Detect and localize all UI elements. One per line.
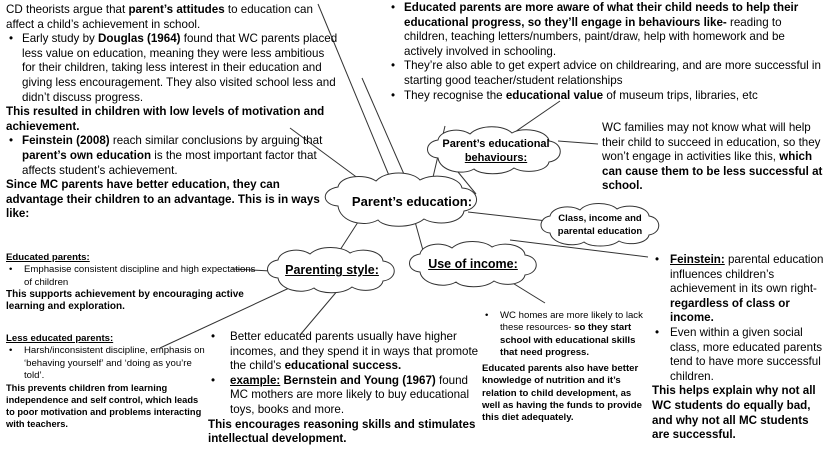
text-run: is the most important factor that affects student’s achievement. — [22, 148, 317, 177]
less-educated-parents-block — [6, 333, 206, 430]
since-text: Since MC parents have better education, they can advantage their children to an advantage. This is in ways like: — [6, 178, 320, 221]
feinstein-conclusion: This helps explain why not all WC students do equally bad, and why not all MC students are successful. — [652, 384, 816, 442]
less-educated-conclusion: This prevents children from learning independence and self control, which leads to poor motivation and problems interacting with teachers. — [6, 383, 202, 430]
text-run: WC homes are more likely to lack these resources- — [500, 310, 643, 334]
text-run: parent’s attitudes — [128, 3, 225, 16]
text-run: They’re also able to get expert advice on childrearing, and are more successful in starting good teacher/student relationships — [404, 59, 821, 87]
text-run: Douglas (1964) — [98, 32, 181, 46]
cloud-label-class-line1: Class, income and — [558, 213, 642, 224]
behaviours-bullet-1 — [388, 1, 824, 59]
cloud-label-parenting-style: Parenting style: — [285, 263, 379, 277]
educated-parents-block — [6, 252, 264, 313]
use-of-income-block — [208, 330, 480, 447]
educated-parents-heading: Educated parents: — [6, 252, 90, 263]
educated-behaviours-block — [388, 1, 824, 103]
text-run: example: — [230, 373, 281, 387]
behaviours-bullet-3 — [388, 89, 824, 104]
text-run: parental education influences children’s achievement in its own right- — [670, 253, 824, 296]
text-run: Early study by — [22, 32, 99, 46]
cloud-label-use-of-income: Use of income: — [428, 257, 518, 271]
text-run: found that WC parents placed less value on education, meaning they were less ambitious for their children, taking less interest in their education and giving less encouragement. They also visited school less and didn’t discuss progress. — [22, 32, 338, 104]
wc-resources-block — [482, 310, 644, 425]
feinstein-bullet — [6, 134, 340, 178]
cloud-label-class-income — [552, 212, 648, 238]
educated-parents-bullet: • Emphasise consistent discipline and high expectations of children — [6, 264, 264, 289]
text-run: so they start school with educational skills that need progress. — [500, 322, 636, 358]
feinstein-bullet-2 — [652, 326, 826, 384]
income-conclusion: This encourages reasoning skills and stimulates intellectual development. — [208, 417, 476, 446]
douglas-bullet — [6, 32, 340, 105]
text-run: reading to children, teaching letters/numbers, paint/draw, help with homework and be actively involved in schooling. — [404, 15, 785, 58]
text-run: reach similar conclusions by arguing that — [109, 134, 323, 148]
text-run: WC families may not know what will help their child to succeed in education, so they won’t engage in activities like this, — [602, 121, 821, 164]
text-run: They recognise the — [404, 88, 506, 102]
text-run: Feinstein (2008) — [22, 134, 110, 148]
text-run: to education can affect a child’s achievement in school. — [6, 3, 313, 31]
parental-attitudes-block — [6, 3, 340, 222]
educated-parents-conclusion: This supports achievement by encouraging active learning and exploration. — [6, 288, 244, 313]
cloud-label-behaviours-line1: Parent’s educational — [442, 138, 550, 150]
wc-resources-bullet — [482, 310, 644, 359]
text-run: parent’s own education — [22, 148, 152, 162]
feinstein-block — [652, 253, 826, 443]
feinstein-bullet-1 — [652, 253, 826, 326]
less-educated-heading: Less educated parents: — [6, 333, 114, 344]
cloud-label-parents-education: Parent’s education: — [351, 194, 473, 209]
text-run: Better educated parents usually have higher incomes, and they spend it in ways that promote the child’s — [230, 330, 479, 373]
cloud-label-class-line2: parental education — [557, 226, 643, 237]
nutrition-text: Educated parents also have better knowledge of nutrition and it’s relation to child development, as well as having the funds to provide this diet adequately. — [482, 363, 642, 424]
text-run: Bernstein and Young (1967) — [283, 373, 436, 387]
behaviours-bullet-2 — [388, 59, 824, 88]
cloud-label-behaviours-line2: behaviours: — [464, 152, 528, 164]
income-bullet-2 — [208, 374, 480, 418]
text-run: Feinstein: — [670, 253, 725, 266]
intro-text — [6, 3, 340, 32]
wc-families-text — [602, 121, 826, 194]
text-run: CD theorists argue that — [6, 3, 129, 16]
text-run: Even within a given social class, more educated parents tend to have more successful children. — [670, 325, 823, 383]
text-run: Educated parents are more aware of what their child needs to help their educational progress, so they’ll engage in behaviours like- — [404, 1, 799, 29]
cloud-label-behaviours — [440, 137, 552, 165]
text-run: which can cause them to be less successful at school. — [602, 150, 823, 193]
text-run: found MC mothers are more likely to buy educational toys, books and more. — [230, 373, 470, 416]
text-run: educational success. — [284, 359, 402, 373]
text-run: educational value — [505, 88, 604, 102]
less-educated-bullet: • Harsh/inconsistent discipline, emphasis on ‘behaving yourself’ and ‘doing as you’re told’. — [6, 345, 206, 382]
text-run: of museum trips, libraries, etc — [603, 88, 758, 102]
text-run: regardless of class or income. — [670, 296, 790, 325]
income-bullet-1 — [208, 330, 480, 374]
result-text: This resulted in children with low levels of motivation and achievement. — [6, 105, 325, 133]
